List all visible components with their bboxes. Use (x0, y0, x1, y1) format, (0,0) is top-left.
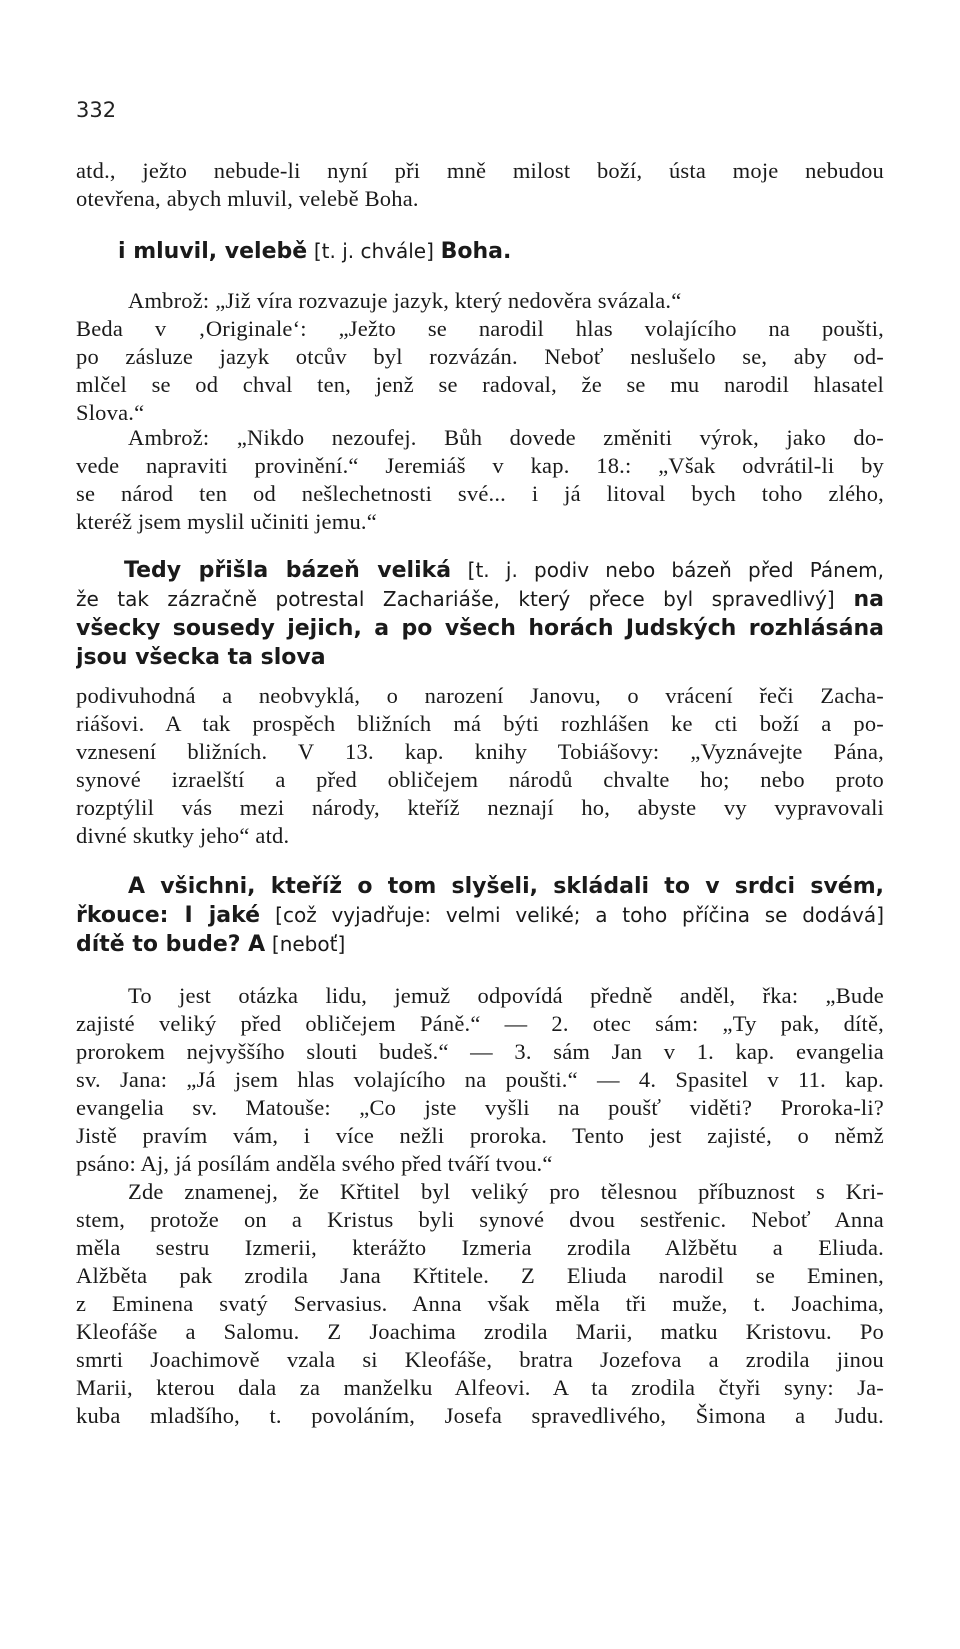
text-line: riášovi. A tak prospěch bližních má býti rozhlášen ke cti boží a po- (76, 711, 884, 736)
text-line: vede napraviti provinění.“ Jeremiáš v kap. 18.: „Však odvrátil-li by (76, 453, 884, 478)
text-line: smrti Joachimově vzala si Kleofáše, bratra Jozefova a zrodila jinou (76, 1347, 884, 1372)
text-line: z Eminena svatý Servasius. Anna však měla tři muže, t. Joachima, (76, 1291, 884, 1316)
verse-gloss: [t. j. podiv nebo bázeň před Pánem, (467, 558, 884, 582)
text-line: To jest otázka lidu, jemuž odpovídá předně anděl, řka: „Bude (128, 983, 884, 1008)
page-number: 332 (76, 98, 117, 122)
verse-gloss: [t. j. chvále] (313, 239, 434, 263)
verse-line (76, 901, 884, 930)
text-line: podivuhodná a neobvyklá, o narození Janovu, o vrácení řeči Zacha- (76, 683, 884, 708)
text-line: vznesení bližních. V 13. kap. knihy Tobiášovy: „Vyznávejte Pána, (76, 739, 884, 764)
paragraph-1 (76, 157, 884, 213)
text-line: Zde znamenej, že Křtitel byl veliký pro tělesnou příbuznost s Kri- (128, 1179, 884, 1204)
text-line: Ambrož: „Již víra rozvazuje jazyk, který nedověra svázala.“ (128, 288, 682, 313)
gospel-verse-3 (76, 872, 884, 959)
verse-bold: i mluvil, velebě (118, 239, 308, 264)
verse-line (118, 237, 878, 266)
verse-gloss: že tak zázračně potrestal Zachariáše, který přece byl spravedlivý] (76, 587, 835, 611)
paragraph-3 (76, 424, 884, 536)
text-line: Kleofáše a Salomu. Z Joachima zrodila Marii, matku Kristovu. Po (76, 1319, 884, 1344)
verse-bold: Tedy přišla bázeň veliká (124, 558, 452, 583)
text-line: evangelia sv. Matouše: „Co jste vyšli na poušť viděti? Proroka-li? (76, 1095, 884, 1120)
verse-bold: řkouce: I jaké (76, 903, 261, 928)
verse-line (76, 614, 884, 643)
text-line: divné skutky jeho“ atd. (76, 823, 290, 848)
text-line: Slova.“ (76, 400, 145, 425)
verse-line (76, 930, 884, 959)
paragraph-2 (76, 287, 884, 427)
verse-gloss: [neboť] (271, 932, 346, 956)
paragraph-5 (76, 982, 884, 1178)
text-line: atd., ježto nebude-li nyní při mně milost boží, ústa moje nebudou (76, 158, 884, 183)
gospel-verse-2 (76, 556, 884, 672)
paragraph-6 (76, 1178, 884, 1430)
verse-bold: A všichni, kteříž o tom slyšeli, skládali to v srdci svém, (128, 874, 884, 899)
text-line: otevřena, abych mluvil, velebě Boha. (76, 186, 419, 211)
text-line: rozptýlil vás mezi národy, kteříž neznají ho, abyste vy vypravovali (76, 795, 884, 820)
text-line: mlčel se od chval ten, jenž se radoval, že se mu narodil hlasatel (76, 372, 884, 397)
text-line: Beda v ‚Originale‘: „Ježto se narodil hlas volajícího na poušti, (76, 316, 884, 341)
text-line: měla sestru Izmerii, kterážto Izmeria zrodila Alžbětu a Eliuda. (76, 1235, 884, 1260)
verse-bold: Boha. (440, 239, 512, 264)
text-line: Marii, kterou dala za manželku Alfeovi. A ta zrodila čtyři syny: Ja- (76, 1375, 884, 1400)
verse-bold: jsou všecka ta slova (76, 645, 326, 670)
text-line: Jistě pravím vám, i více nežli proroka. Tento jest zajisté, o němž (76, 1123, 884, 1148)
text-line: kteréž jsem myslil učiniti jemu.“ (76, 509, 377, 534)
verse-line (76, 585, 884, 614)
verse-bold: na (853, 587, 884, 612)
verse-line (76, 872, 884, 901)
text-line: zajisté veliký před obličejem Páně.“ — 2. otec sám: „Ty pak, dítě, (76, 1011, 884, 1036)
verse-line (76, 643, 884, 672)
text-line: se národ ten od nešlechetnosti své... i já litoval bych toho zlého, (76, 481, 884, 506)
paragraph-4 (76, 682, 884, 850)
text-line: Ambrož: „Nikdo nezoufej. Bůh dovede změniti výrok, jako do- (128, 425, 884, 450)
text-line: kuba mladšího, t. povoláním, Josefa spravedlivého, Šimona a Judu. (76, 1403, 884, 1428)
text-line: synové izraelští a před obličejem národů chvalte ho; nebo proto (76, 767, 884, 792)
text-line: stem, protože on a Kristus byli synové dvou sestřenic. Neboť Anna (76, 1207, 884, 1232)
text-line: prorokem nejvyššího slouti budeš.“ — 3. sám Jan v 1. kap. evangelia (76, 1039, 884, 1064)
gospel-verse-1 (118, 237, 878, 266)
verse-bold: všecky sousedy jejich, a po všech horách Judských rozhlásána (76, 616, 884, 641)
verse-line (76, 556, 884, 585)
text-line: Alžběta pak zrodila Jana Křtitele. Z Eliuda narodil se Eminen, (76, 1263, 884, 1288)
text-line: sv. Jana: „Já jsem hlas volajícího na poušti.“ — 4. Spasitel v 11. kap. (76, 1067, 884, 1092)
text-line: psáno: Aj, já posílám anděla svého před tváří tvou.“ (76, 1151, 553, 1176)
verse-gloss: [což vyjadřuje: velmi veliké; a toho příčina se dodává] (275, 903, 884, 927)
verse-bold: dítě to bude? A (76, 932, 266, 957)
text-line: po zásluze jazyk otcův byl rozvázán. Neboť neslušelo se, aby od- (76, 344, 884, 369)
